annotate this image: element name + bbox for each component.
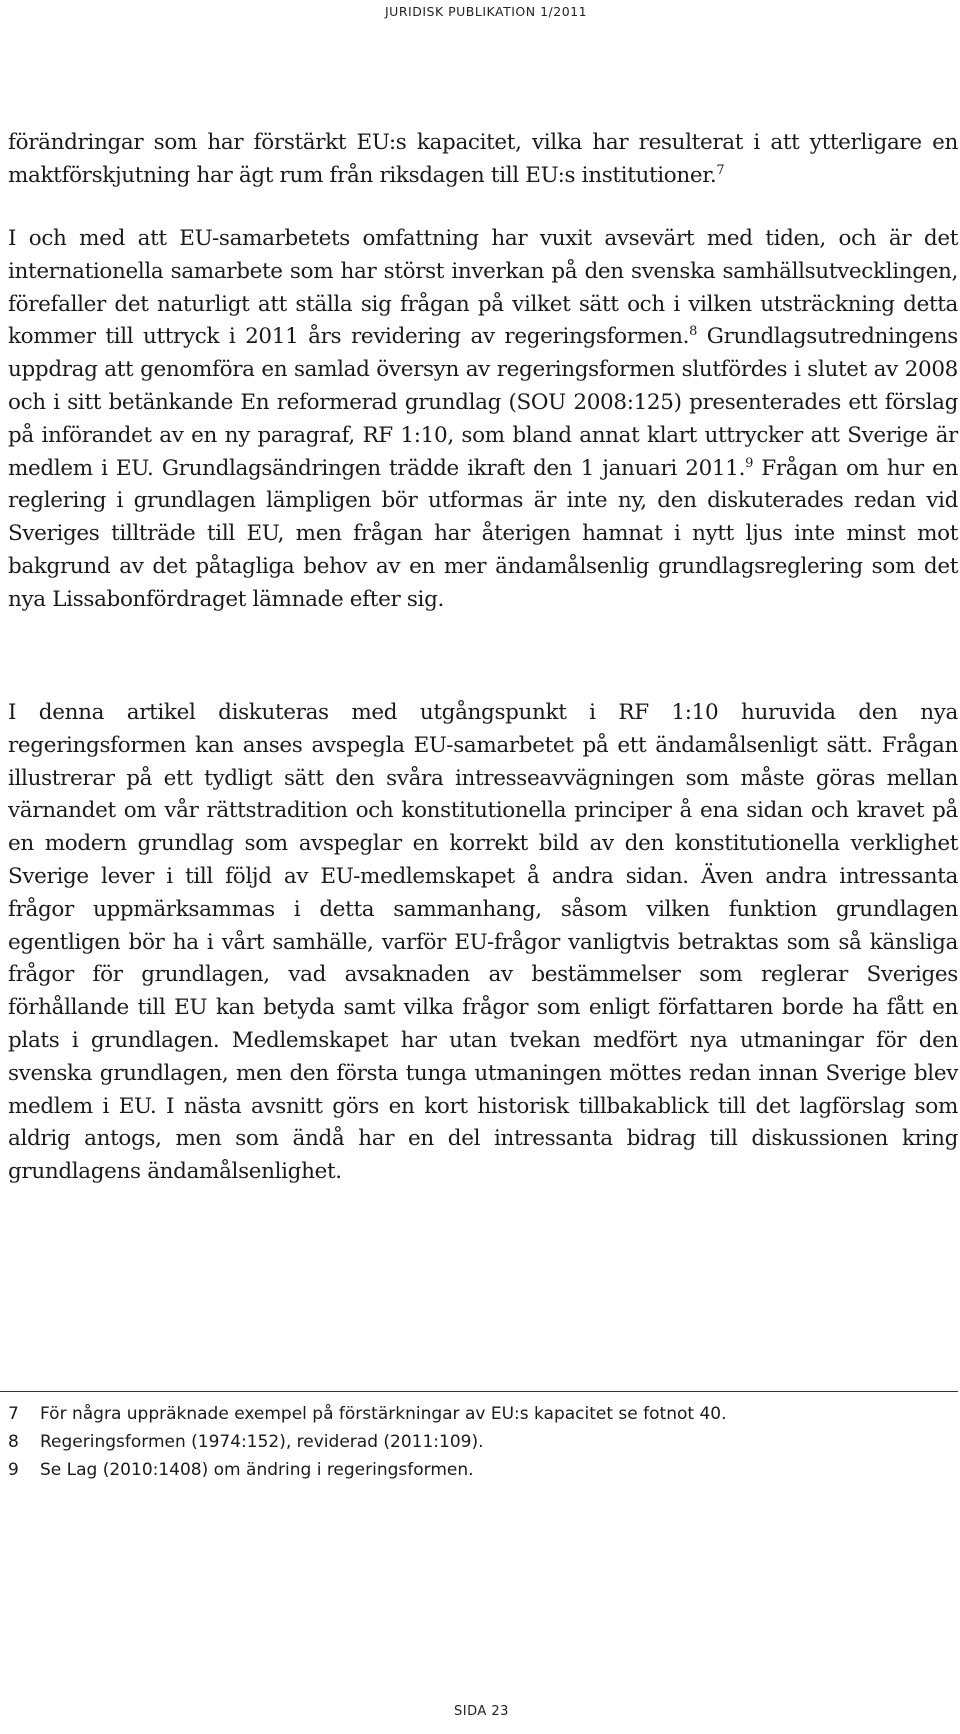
footnote-number: 7 — [8, 1404, 19, 1424]
page-number: SIDA 23 — [454, 1704, 509, 1719]
footnote-ref-9[interactable]: 9 — [745, 455, 753, 471]
paragraph-text: I och med att EU-samarbetets omfattning har vuxit avsevärt med tiden, och är det internationella samarbete som har störst inverkan på den svenska samhällsutvecklingen, förefaller det naturligt att ställa sig frågan på vilket sätt och i vilken utsträckning detta kommer till uttryck i 2011 års revidering av regeringsformen. — [8, 226, 958, 350]
footnote-ref-8[interactable]: 8 — [689, 324, 698, 340]
paragraph-3 — [8, 697, 958, 1189]
footnote-text: Regeringsformen (1974:152), reviderad (2011:109). — [40, 1432, 484, 1452]
journal-header: JURIDISK PUBLIKATION 1/2011 — [385, 4, 588, 19]
footnote-number: 8 — [8, 1432, 19, 1452]
footnotes — [8, 1400, 948, 1484]
paragraph-2 — [8, 223, 958, 617]
footnote-divider — [0, 1391, 958, 1392]
paragraph-text: Grundlagsutredningens uppdrag att genomföra en samlad översyn av regeringsformen slutfördes i slutet av 2008 och i sitt betänkande En reformerad grundlag (SOU 2008:125) presenterades ett förslag på införandet av en ny paragraf, RF 1:10, som bland annat klart uttrycker att Sverige är medlem i EU. Grundlagsändringen trädde ikraft den 1 januari 2011. — [8, 324, 958, 481]
paragraph-text: förändringar som har förstärkt EU:s kapacitet, vilka har resulterat i att ytterligare en maktförskjutning har ägt rum från riksdagen till EU:s institutioner. — [8, 130, 958, 188]
paragraph-text: I denna artikel diskuteras med utgångspunkt i RF 1:10 huruvida den nya regeringsformen kan anses avspegla EU-samarbetet på ett ändamålsenligt sätt. Frågan illustrerar på ett tydligt sätt den svåra intresseavvägningen som måste göras mellan värnandet om vår rättstradition och konstitutionella principer å ena sidan och kravet på en modern grundlag som avspeglar en korrekt bild av den konstitutionella verklighet Sverige lever i till följd av EU-medlemskapet å andra sidan. Även andra intressanta frågor uppmärksammas i detta sammanhang, såsom vilken funktion grundlagen egentligen bör ha i vårt samhälle, varför EU-frågor vanligtvis betraktas som så känsliga frågor för grundlagen, vad avsaknaden av bestämmelser som reglerar Sveriges förhållande till EU kan betyda samt vilka frågor som enligt författaren borde ha fått en plats i grundlagen. Medlemskapet har utan tvekan medfört nya utmaningar för den svenska grundlagen, men den första tunga utmaningen möttes redan innan Sverige blev medlem i EU. I nästa avsnitt görs en kort historisk tillbakablick till det lagförslag som aldrig antogs, men som ändå har en del intressanta bidrag till diskussionen kring grundlagens ändamålsenlighet. — [8, 700, 958, 1185]
paragraph-1 — [8, 127, 958, 193]
footnote-8 — [8, 1428, 948, 1456]
footnote-text: För några uppräknade exempel på förstärkningar av EU:s kapacitet se fotnot 40. — [40, 1404, 727, 1424]
footnote-text: Se Lag (2010:1408) om ändring i regeringsformen. — [40, 1460, 474, 1480]
paragraph-text: Frågan om hur en reglering i grundlagen lämpligen bör utformas är inte ny, den diskuterades redan vid Sveriges tillträde till EU, men frågan har återigen hamnat i nytt ljus inte minst mot bakgrund av det påtagliga behov av en mer ändamålsenlig grundlagsreglering som det nya Lissabonfördraget lämnade efter sig. — [8, 455, 958, 612]
footnote-9 — [8, 1456, 948, 1484]
footnote-7 — [8, 1400, 948, 1428]
footnote-number: 9 — [8, 1460, 19, 1480]
footnote-ref-7[interactable]: 7 — [716, 162, 725, 178]
